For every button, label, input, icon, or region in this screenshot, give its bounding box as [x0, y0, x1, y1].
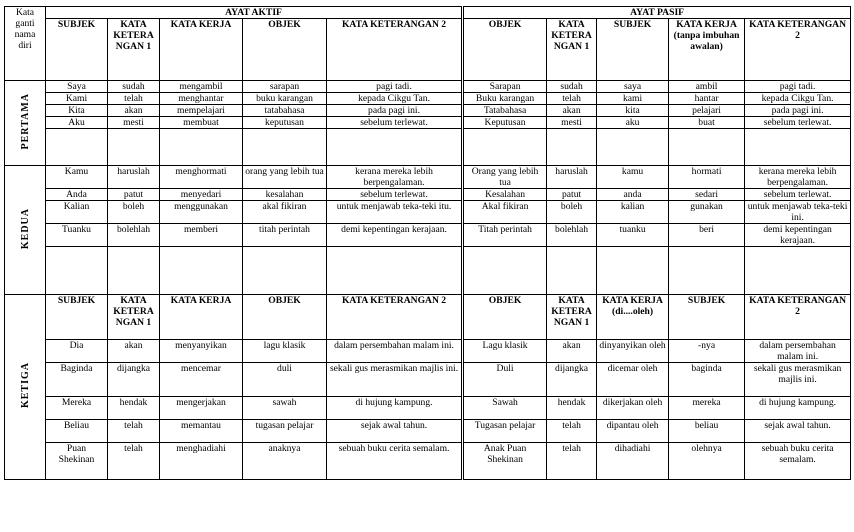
active-cell: di hujung kampung.	[327, 397, 463, 420]
passive-cell: beliau	[669, 420, 745, 443]
active-cell: mengerjakan	[160, 397, 243, 420]
active-cell: sebuah buku cerita semalam.	[327, 443, 463, 480]
blank-row	[5, 129, 851, 166]
passive-cell: Titah perintah	[463, 224, 547, 247]
active-cell: mesti	[108, 117, 160, 129]
passive-cell: tuanku	[597, 224, 669, 247]
active-cell: Tuanku	[46, 224, 108, 247]
blank-cell	[46, 129, 108, 166]
passive-cell: sebelum terlewat.	[745, 189, 851, 201]
passive-cell: Buku karangan	[463, 93, 547, 105]
active-cell: sarapan	[243, 81, 327, 93]
active-cell: titah perintah	[243, 224, 327, 247]
passive-cell: mereka	[669, 397, 745, 420]
active-cell: akan	[108, 340, 160, 363]
passive-cell: di hujung kampung.	[745, 397, 851, 420]
active-cell: memantau	[160, 420, 243, 443]
active-cell: tugasan pelajar	[243, 420, 327, 443]
active-cell: Dia	[46, 340, 108, 363]
passive-cell: saya	[597, 81, 669, 93]
active-cell: sawah	[243, 397, 327, 420]
table-body	[5, 7, 851, 480]
blank-cell	[463, 247, 547, 295]
passive-cell: Lagu klasik	[463, 340, 547, 363]
active-cell: akan	[108, 105, 160, 117]
person-label-text: PERTAMA	[19, 93, 31, 150]
active-cell: Kita	[46, 105, 108, 117]
active-cell: kepada Cikgu Tan.	[327, 93, 463, 105]
person-label-ketiga	[5, 295, 46, 480]
grammar-table	[4, 6, 851, 480]
person-label-text: KEDUA	[19, 207, 31, 250]
active-cell: Kalian	[46, 201, 108, 224]
passive-cell: kerana mereka lebih berpengalaman.	[745, 166, 851, 189]
passive-cell: telah	[547, 93, 597, 105]
blank-cell	[597, 129, 669, 166]
active-cell: bolehlah	[108, 224, 160, 247]
col-header-objek: OBJEK	[463, 19, 547, 81]
passive-cell: patut	[547, 189, 597, 201]
column-header-row	[5, 19, 851, 81]
passive-cell: dipantau oleh	[597, 420, 669, 443]
passive-group-header: AYAT PASIF	[463, 7, 851, 19]
table-row	[5, 397, 851, 420]
active-cell: sekali gus merasmikan majlis ini.	[327, 363, 463, 397]
passive-cell: akan	[547, 105, 597, 117]
active-cell: kesalahan	[243, 189, 327, 201]
passive-cell: dikerjakan oleh	[597, 397, 669, 420]
passive-cell: Akal fikiran	[463, 201, 547, 224]
blank-cell	[243, 129, 327, 166]
col-header-keterangan-2: KATA KETERANGAN 2	[745, 19, 851, 81]
active-cell: hendak	[108, 397, 160, 420]
active-cell: pagi tadi.	[327, 81, 463, 93]
blank-cell	[327, 247, 463, 295]
ketiga-passive-header: KATA KERJA (di....oleh)	[597, 295, 669, 340]
active-cell: Baginda	[46, 363, 108, 397]
active-cell: Puan Shekinan	[46, 443, 108, 480]
active-cell: sebelum terlewat.	[327, 117, 463, 129]
passive-cell: dalam persembahan malam ini.	[745, 340, 851, 363]
active-cell: pada pagi ini.	[327, 105, 463, 117]
passive-cell: Anak Puan Shekinan	[463, 443, 547, 480]
table-row	[5, 93, 851, 105]
col-header-subjek: SUBJEK	[597, 19, 669, 81]
active-cell: patut	[108, 189, 160, 201]
active-cell: lagu klasik	[243, 340, 327, 363]
blank-cell	[745, 247, 851, 295]
passive-cell: Duli	[463, 363, 547, 397]
passive-cell: olehnya	[669, 443, 745, 480]
person-label-pertama	[5, 81, 46, 166]
table-row	[5, 420, 851, 443]
person-label-text: KETIGA	[19, 362, 31, 409]
active-cell: Saya	[46, 81, 108, 93]
table-row	[5, 363, 851, 397]
passive-cell: bolehlah	[547, 224, 597, 247]
active-cell: dalam persembahan malam ini.	[327, 340, 463, 363]
passive-cell: Sarapan	[463, 81, 547, 93]
passive-cell: dinyanyikan oleh	[597, 340, 669, 363]
col-header-keterangan-1: KATA KETERANGAN 1	[108, 19, 160, 81]
table-row	[5, 224, 851, 247]
ketiga-active-header: OBJEK	[243, 295, 327, 340]
stub-header: Kata ganti nama diri	[5, 7, 46, 81]
passive-cell: pelajari	[669, 105, 745, 117]
col-header-keterangan-1: KATA KETERANGAN 1	[547, 19, 597, 81]
active-cell: keputusan	[243, 117, 327, 129]
passive-cell: hantar	[669, 93, 745, 105]
group-header-row	[5, 7, 851, 19]
blank-cell	[108, 129, 160, 166]
ketiga-active-header: KATA KETERANGAN 1	[108, 295, 160, 340]
active-cell: menghormati	[160, 166, 243, 189]
passive-cell: dihadiahi	[597, 443, 669, 480]
passive-cell: telah	[547, 443, 597, 480]
active-cell: menggunakan	[160, 201, 243, 224]
passive-cell: hendak	[547, 397, 597, 420]
passive-cell: pagi tadi.	[745, 81, 851, 93]
col-header-keterangan-2: KATA KETERANGAN 2	[327, 19, 463, 81]
active-cell: Mereka	[46, 397, 108, 420]
passive-cell: Tugasan pelajar	[463, 420, 547, 443]
blank-cell	[547, 247, 597, 295]
passive-cell: Keputusan	[463, 117, 547, 129]
passive-cell: haruslah	[547, 166, 597, 189]
active-cell: sebelum terlewat.	[327, 189, 463, 201]
col-header-objek: OBJEK	[243, 19, 327, 81]
person-label-kedua	[5, 166, 46, 295]
passive-cell: sekali gus merasmikan majlis ini.	[745, 363, 851, 397]
active-cell: Anda	[46, 189, 108, 201]
active-cell: sejak awal tahun.	[327, 420, 463, 443]
blank-cell	[108, 247, 160, 295]
ketiga-passive-header: KATA KETERANGAN 2	[745, 295, 851, 340]
ketiga-passive-header: KATA KETERANGAN 1	[547, 295, 597, 340]
table-row	[5, 201, 851, 224]
blank-row	[5, 247, 851, 295]
passive-cell: Kesalahan	[463, 189, 547, 201]
active-cell: telah	[108, 420, 160, 443]
blank-cell	[160, 247, 243, 295]
passive-cell: demi kepentingan kerajaan.	[745, 224, 851, 247]
active-cell: haruslah	[108, 166, 160, 189]
ketiga-active-header: KATA KERJA	[160, 295, 243, 340]
table-row	[5, 117, 851, 129]
passive-cell: hormati	[669, 166, 745, 189]
blank-cell	[243, 247, 327, 295]
passive-cell: baginda	[669, 363, 745, 397]
passive-cell: sebuah buku cerita semalam.	[745, 443, 851, 480]
passive-cell: aku	[597, 117, 669, 129]
ketiga-active-header: KATA KETERANGAN 2	[327, 295, 463, 340]
table-row	[5, 189, 851, 201]
blank-cell	[745, 129, 851, 166]
passive-cell: dijangka	[547, 363, 597, 397]
passive-cell: kepada Cikgu Tan.	[745, 93, 851, 105]
passive-cell: kalian	[597, 201, 669, 224]
active-cell: akal fikiran	[243, 201, 327, 224]
active-group-header: AYAT AKTIF	[46, 7, 463, 19]
active-cell: memberi	[160, 224, 243, 247]
active-cell: duli	[243, 363, 327, 397]
ketiga-passive-header: OBJEK	[463, 295, 547, 340]
active-cell: Beliau	[46, 420, 108, 443]
table-row	[5, 340, 851, 363]
active-cell: untuk menjawab teka-teki itu.	[327, 201, 463, 224]
passive-cell: kamu	[597, 166, 669, 189]
active-cell: boleh	[108, 201, 160, 224]
blank-cell	[160, 129, 243, 166]
passive-cell: gunakan	[669, 201, 745, 224]
table-row	[5, 81, 851, 93]
active-cell: telah	[108, 443, 160, 480]
passive-cell: kami	[597, 93, 669, 105]
passive-cell: sebelum terlewat.	[745, 117, 851, 129]
blank-cell	[597, 247, 669, 295]
ketiga-header-row	[5, 295, 851, 340]
passive-cell: anda	[597, 189, 669, 201]
active-cell: menyedari	[160, 189, 243, 201]
col-header-subjek: SUBJEK	[46, 19, 108, 81]
active-cell: menghantar	[160, 93, 243, 105]
table-row	[5, 443, 851, 480]
table-row	[5, 105, 851, 117]
blank-cell	[463, 129, 547, 166]
passive-cell: beri	[669, 224, 745, 247]
active-cell: demi kepentingan kerajaan.	[327, 224, 463, 247]
passive-cell: Orang yang lebih tua	[463, 166, 547, 189]
passive-cell: kita	[597, 105, 669, 117]
blank-cell	[547, 129, 597, 166]
passive-cell: akan	[547, 340, 597, 363]
active-cell: menyanyikan	[160, 340, 243, 363]
passive-cell: buat	[669, 117, 745, 129]
passive-cell: sedari	[669, 189, 745, 201]
passive-cell: mesti	[547, 117, 597, 129]
active-cell: mempelajari	[160, 105, 243, 117]
passive-cell: -nya	[669, 340, 745, 363]
passive-cell: Sawah	[463, 397, 547, 420]
active-cell: mencemar	[160, 363, 243, 397]
passive-cell: untuk menjawab teka-teki ini.	[745, 201, 851, 224]
blank-cell	[669, 247, 745, 295]
blank-cell	[327, 129, 463, 166]
passive-cell: sejak awal tahun.	[745, 420, 851, 443]
passive-cell: Tatabahasa	[463, 105, 547, 117]
blank-cell	[669, 129, 745, 166]
active-cell: Aku	[46, 117, 108, 129]
active-cell: kerana mereka lebih berpengalaman.	[327, 166, 463, 189]
active-cell: orang yang lebih tua	[243, 166, 327, 189]
active-cell: sudah	[108, 81, 160, 93]
blank-cell	[46, 247, 108, 295]
ketiga-passive-header: SUBJEK	[669, 295, 745, 340]
active-cell: buku karangan	[243, 93, 327, 105]
passive-cell: sudah	[547, 81, 597, 93]
col-header-kata-kerja: KATA KERJA	[160, 19, 243, 81]
active-cell: tatabahasa	[243, 105, 327, 117]
active-cell: mengambil	[160, 81, 243, 93]
active-cell: anaknya	[243, 443, 327, 480]
passive-cell: pada pagi ini.	[745, 105, 851, 117]
table-row	[5, 166, 851, 189]
passive-cell: dicemar oleh	[597, 363, 669, 397]
passive-cell: telah	[547, 420, 597, 443]
passive-cell: ambil	[669, 81, 745, 93]
ketiga-active-header: SUBJEK	[46, 295, 108, 340]
active-cell: Kamu	[46, 166, 108, 189]
col-header-kata-kerja: KATA KERJA (tanpa imbuhan awalan)	[669, 19, 745, 81]
active-cell: dijangka	[108, 363, 160, 397]
active-cell: membuat	[160, 117, 243, 129]
active-cell: Kami	[46, 93, 108, 105]
active-cell: menghadiahi	[160, 443, 243, 480]
active-cell: telah	[108, 93, 160, 105]
passive-cell: boleh	[547, 201, 597, 224]
